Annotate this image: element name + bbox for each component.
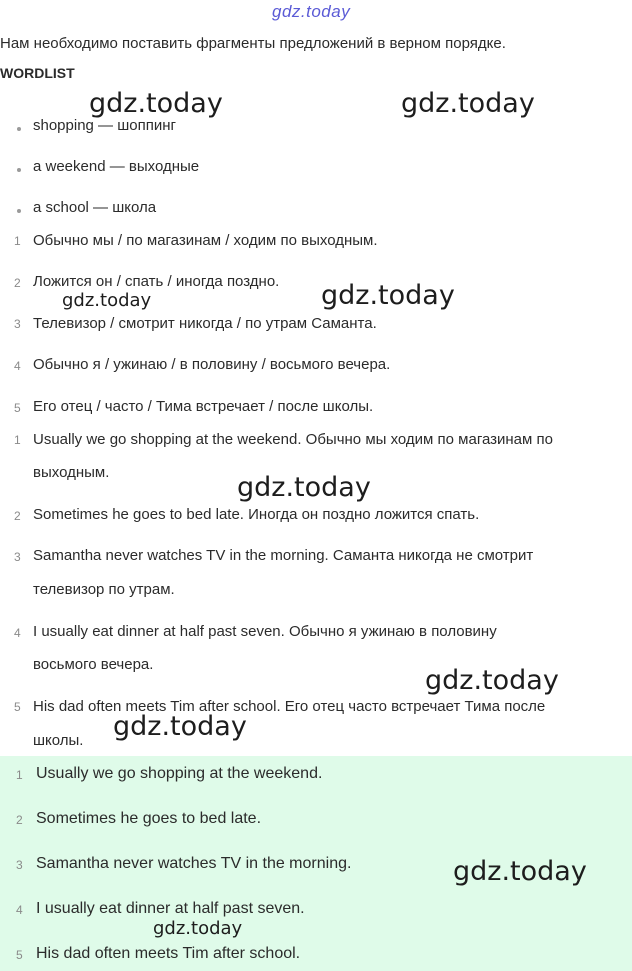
item-number: 1 bbox=[14, 433, 21, 447]
translation-line: телевизор по утрам. bbox=[33, 581, 175, 598]
answer-item: Samantha never watches TV in the morning. bbox=[36, 855, 352, 872]
wordlist-item: a weekend — выходные bbox=[33, 158, 200, 175]
watermark: gdz.today bbox=[453, 856, 587, 887]
item-number: 5 bbox=[14, 700, 21, 714]
wordlist-title: WORDLIST bbox=[0, 65, 75, 81]
watermark: gdz.today bbox=[237, 472, 371, 503]
bullet-icon bbox=[17, 209, 21, 213]
watermark: gdz.today bbox=[62, 290, 152, 311]
translation-line: Usually we go shopping at the weekend. Обычно мы ходим по магазинам по bbox=[33, 431, 553, 448]
item-number: 2 bbox=[16, 813, 23, 827]
translation-line: His dad often meets Tim after school. Его отец часто встречает Тима после bbox=[33, 698, 546, 715]
item-number: 3 bbox=[16, 858, 23, 872]
wordlist-item: a school — школа bbox=[33, 199, 157, 216]
translation-line: выходным. bbox=[33, 464, 110, 481]
item-number: 5 bbox=[16, 948, 23, 962]
watermark: gdz.today bbox=[153, 918, 243, 939]
wordlist-item: shopping — шоппинг bbox=[33, 117, 176, 134]
task-description: Нам необходимо поставить фрагменты предложений в верном порядке. bbox=[0, 35, 506, 52]
watermark: gdz.today bbox=[425, 665, 559, 696]
fragment-item: Телевизор / смотрит никогда / по утрам Саманта. bbox=[33, 315, 377, 332]
translation-line: школы. bbox=[33, 732, 84, 749]
fragment-item: Его отец / часто / Тима встречает / после школы. bbox=[33, 398, 374, 415]
translation-line: I usually eat dinner at half past seven. Обычно я ужинаю в половину bbox=[33, 623, 497, 640]
watermark: gdz.today bbox=[113, 711, 247, 742]
item-number: 3 bbox=[14, 550, 21, 564]
item-number: 2 bbox=[14, 509, 21, 523]
item-number: 1 bbox=[16, 768, 23, 782]
answer-item: I usually eat dinner at half past seven. bbox=[36, 900, 305, 917]
translation-line: восьмого вечера. bbox=[33, 656, 154, 673]
watermark: gdz.today bbox=[401, 88, 535, 119]
fragment-item: Ложится он / спать / иногда поздно. bbox=[33, 273, 280, 290]
item-number: 4 bbox=[16, 903, 23, 917]
bullet-icon bbox=[17, 127, 21, 131]
item-number: 3 bbox=[14, 317, 21, 331]
fragment-item: Обычно я / ужинаю / в половину / восьмого вечера. bbox=[33, 356, 391, 373]
watermark: gdz.today bbox=[89, 88, 223, 119]
watermark: gdz.today bbox=[321, 280, 455, 311]
translation-line: Sometimes he goes to bed late. Иногда он поздно ложится спать. bbox=[33, 506, 480, 523]
item-number: 2 bbox=[14, 276, 21, 290]
item-number: 4 bbox=[14, 359, 21, 373]
translation-line: Samantha never watches TV in the morning. Саманта никогда не смотрит bbox=[33, 547, 534, 564]
item-number: 5 bbox=[14, 401, 21, 415]
answer-item: Sometimes he goes to bed late. bbox=[36, 810, 262, 827]
answer-item: His dad often meets Tim after school. bbox=[36, 945, 301, 962]
item-number: 1 bbox=[14, 234, 21, 248]
site-logo[interactable]: gdz.today bbox=[272, 2, 351, 21]
bullet-icon bbox=[17, 168, 21, 172]
answer-item: Usually we go shopping at the weekend. bbox=[36, 765, 323, 782]
fragment-item: Обычно мы / по магазинам / ходим по выходным. bbox=[33, 232, 378, 249]
item-number: 4 bbox=[14, 626, 21, 640]
